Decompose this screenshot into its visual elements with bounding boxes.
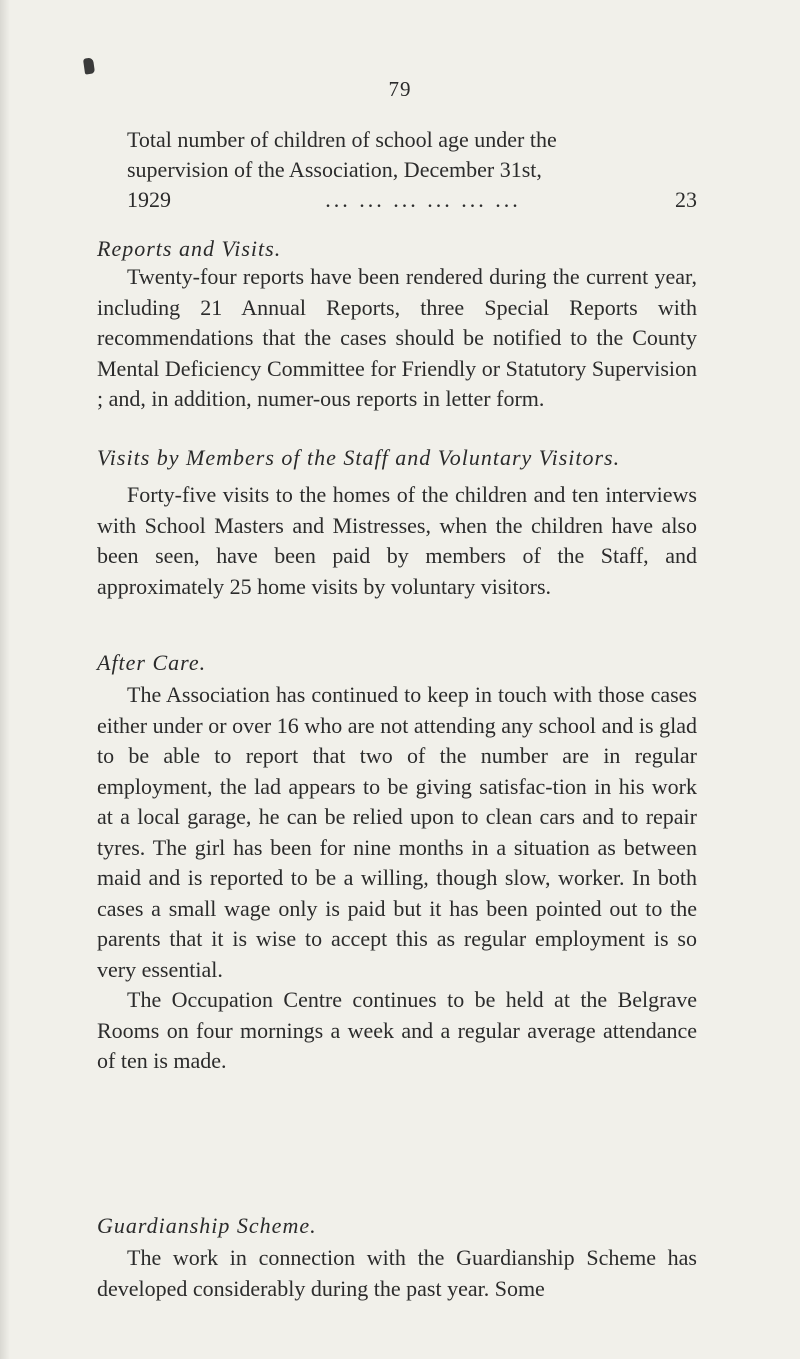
total-line-1: Total number of children of school age under the: [127, 127, 557, 152]
ink-mark: [83, 57, 95, 74]
section-heading-reports: Reports and Visits.: [97, 236, 282, 261]
reports-paragraph: Twenty-four reports have been rendered during the current year, including 21 Annual Reports, three Special Reports with recommendations that the cases should be notified to the County Mental Deficiency Committee for Friendly or Statutory Supervision ; and, in addition, numer-ous reports in letter form.: [97, 264, 697, 411]
total-line-3: [97, 185, 697, 215]
section-heading-visits: Visits by Members of the Staff and Voluntary Visitors.: [97, 445, 621, 470]
total-value: 23: [675, 187, 697, 212]
leader-dots: ... ... ... ... ... ...: [325, 187, 521, 212]
page-edge-shadow: [0, 0, 10, 1359]
section-body-guardianship: [97, 1243, 697, 1304]
total-children-block: [97, 125, 697, 215]
section-body-reports: [97, 262, 697, 415]
section-heading-after-care: After Care.: [97, 650, 207, 675]
page-number: 79: [388, 77, 412, 101]
after-care-paragraph-1: The Association has continued to keep in touch with those cases either under or over 16 who are not attending any school and is glad to be able to report that two of the number are in regular employment, the lad appears to be giving satisfac-tion in his work at a local garage, he can be relied upon to clean cars and to repair tyres. The girl has been for nine months in a situation as between maid and is reported to be a willing, though slow, worker. In both cases a small wage only is paid but it has been pointed out to the parents that it is wise to accept this as regular employment is so very essential.: [97, 682, 697, 982]
visits-paragraph: Forty-five visits to the homes of the children and ten interviews with School Masters and Mistresses, when the children have also been seen, have been paid by members of the Staff, and approximately 25 home visits by voluntary visitors.: [97, 482, 697, 599]
section-heading-guardianship: Guardianship Scheme.: [97, 1213, 317, 1238]
guardianship-paragraph: The work in connection with the Guardianship Scheme has developed considerably during the past year. Some: [97, 1245, 697, 1301]
section-body-visits: [97, 480, 697, 602]
section-body-after-care: [97, 680, 697, 1077]
total-line-2: supervision of the Association, December 31st,: [127, 157, 542, 182]
after-care-paragraph-2: The Occupation Centre continues to be held at the Belgrave Rooms on four mornings a week and a regular average attendance of ten is made.: [97, 987, 697, 1073]
total-year: 1929: [127, 187, 171, 212]
